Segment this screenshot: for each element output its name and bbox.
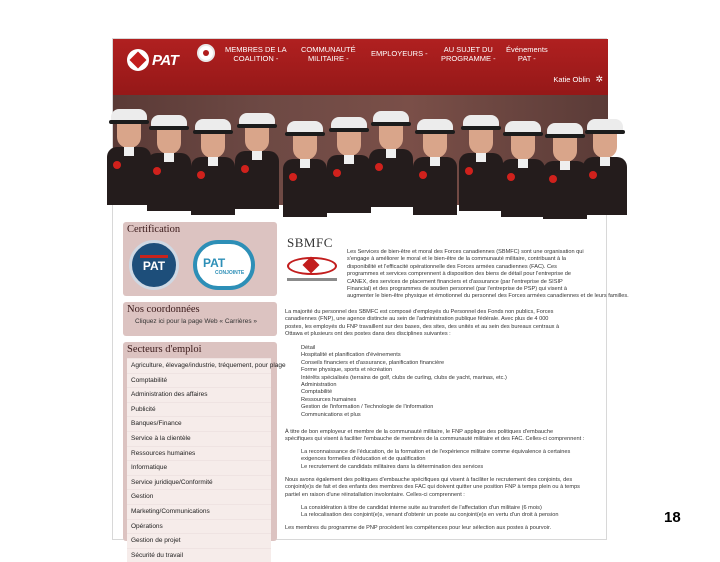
nav-evenements-line2: PAT - xyxy=(517,54,536,63)
poppy-icon xyxy=(289,173,297,181)
coordonnees-box xyxy=(123,302,277,336)
sector-item[interactable]: Agriculture, élevage/industrie, tréquement, pour plage xyxy=(127,358,271,373)
text-line: canadiennes (FNP), une agence distincte au sein de l'administration publique fédérale. Avec plus de 4 000 xyxy=(285,316,549,323)
poppy-icon xyxy=(465,167,473,175)
spouse-list xyxy=(301,505,601,520)
cadet-figure xyxy=(369,111,413,207)
nav-evenements-line1: Événements xyxy=(506,45,548,54)
nav-communaute-line2: MILITAIRE - xyxy=(307,54,349,63)
careers-link[interactable]: Cliquez ici pour la page Web « Carrières » xyxy=(135,318,257,325)
sector-item[interactable]: Opérations xyxy=(127,519,271,534)
maple-leaf-icon xyxy=(127,49,149,71)
text-line: programmes et services comprennent à disposition des biens de détail pour l'entreprise de xyxy=(347,271,572,278)
hiring-list xyxy=(301,449,601,471)
text-line: conjoint(e)s de fait et des enfants des membres des FAC qui doivent quitter une position FNP à temps plein ou à temps xyxy=(285,484,580,491)
nav-membres-line2: COALITION - xyxy=(233,54,279,63)
text-line: Hospitalité et planification d'événements xyxy=(301,352,401,359)
text-line: Ressources humaines xyxy=(301,396,357,403)
text-line: exigences formelles d'éducation et de qualification xyxy=(301,456,426,463)
badge1-text: PAT xyxy=(142,259,166,273)
text-line: Administration xyxy=(301,382,337,389)
user-name[interactable]: Katie Oblin xyxy=(553,75,590,84)
gear-icon[interactable]: ✲ xyxy=(595,74,603,84)
sector-item[interactable]: Sécurité du travail xyxy=(127,548,271,562)
discipline-list xyxy=(301,345,601,419)
text-line: postes, les employés du FNP travaillent sur des bases, des sites, des unités et au sein des bureaux centraux à xyxy=(285,323,560,330)
text-line: Financial) et des programmes de soutien personnel (par l'entreprise de PSP) qui visent à xyxy=(347,286,567,293)
cadet-figure xyxy=(191,119,235,215)
text-line: Ottawa et plusieurs ont des postes dans des disciplines suivantes : xyxy=(285,331,451,338)
nav-communaute-line1: COMMUNAUTÉ xyxy=(301,45,356,54)
nav-communaute[interactable] xyxy=(301,45,356,63)
poppy-icon xyxy=(549,175,557,183)
poppy-icon xyxy=(241,165,249,173)
site-header xyxy=(113,39,608,95)
sector-item[interactable]: Gestion xyxy=(127,489,271,504)
hiring-paragraph xyxy=(285,429,603,444)
badge2-sub: CONJOINTE xyxy=(215,270,245,276)
cadet-figure xyxy=(543,123,587,219)
nav-programme-line1: AU SUJET DU xyxy=(443,45,493,54)
page-title: SBMFC xyxy=(287,235,333,250)
cadet-figure xyxy=(459,115,503,211)
sector-item[interactable]: Ressources humaines xyxy=(127,446,271,461)
text-line: La considération à titre de candidat interne suite au transfert de l'affectation d'un militaire (6 mois) xyxy=(301,505,542,511)
cadet-figure xyxy=(413,119,457,215)
text-line: Communications et plus xyxy=(301,411,361,418)
text-line: La majorité du personnel des SBMFC est composé d'employés du Personnel des Fonds non publics, Forces xyxy=(285,309,554,315)
final-line xyxy=(285,525,603,532)
text-line: La relocalisation des conjoint(e)s, venant d'obtenir un poste au conjoint(e)s en vertu d'un droit à pension xyxy=(301,512,559,519)
nav-programme-line2: PROGRAMME - xyxy=(441,54,496,63)
spouse-paragraph xyxy=(285,477,603,499)
poppy-icon xyxy=(197,171,205,179)
main-content xyxy=(285,235,629,541)
cadet-figure xyxy=(283,121,327,217)
sidebar xyxy=(123,222,286,559)
cadet-figure xyxy=(327,117,371,213)
text-line: Forme physique, sports et récréation xyxy=(301,367,393,374)
hero-image xyxy=(113,95,608,205)
cadet-figure xyxy=(107,109,151,205)
sector-item[interactable]: Service à la clientèle xyxy=(127,431,271,446)
text-line: spécifiques qui visent à faciliter l'embauche de membres de la communauté militaire et des FAC. Celles-ci comprennent : xyxy=(285,436,585,443)
sector-item[interactable]: Comptabilité xyxy=(127,373,271,388)
cadet-figure xyxy=(501,121,545,217)
badge2-text: PAT xyxy=(203,256,226,270)
nav-programme[interactable] xyxy=(441,45,496,63)
text-line: Comptabilité xyxy=(301,389,333,396)
screenshot-page xyxy=(112,38,629,559)
text-line: Gestion de l'information / Technologie de l'information xyxy=(301,404,434,411)
poppy-icon xyxy=(419,171,427,179)
text-line: partiel en raison d'une réinstallation involontaire. Celles-ci comprennent : xyxy=(285,491,465,498)
nav-employeurs[interactable] xyxy=(371,49,428,58)
final-text: Les membres du programme de PNP procèdent les compétences pour leur sélection aux postes à pourvoir. xyxy=(285,525,552,531)
logo-text: PAT xyxy=(152,51,179,69)
coordonnees-title: Nos coordonnées xyxy=(127,304,200,315)
cadet-figure xyxy=(235,113,279,209)
fnp-paragraph xyxy=(285,309,603,339)
text-line: La reconnaissance de l'éducation, de la formation et de l'expérience militaire comme équivalence à certaines xyxy=(301,449,571,455)
nav-membres[interactable] xyxy=(225,45,287,63)
sector-item[interactable]: Publicité xyxy=(127,402,271,417)
secteurs-title: Secteurs d'emploi xyxy=(127,344,202,355)
pat-logo[interactable] xyxy=(127,45,185,75)
nav-membres-line1: MEMBRES DE LA xyxy=(225,45,287,54)
intro-paragraph xyxy=(347,249,629,301)
poppy-icon xyxy=(333,169,341,177)
text-line: s'engage à améliorer le moral et le bien-être de la communauté militaire, contribuant à la xyxy=(347,256,567,263)
secteurs-box xyxy=(123,342,286,559)
text-line: disponibilité et l'efficacité opérationnelle des Forces armées canadiennes (FAC). Ces xyxy=(347,263,557,270)
cadet-figure xyxy=(583,119,627,215)
pat-conjointe-badge[interactable] xyxy=(193,240,255,290)
text-line: Intérêts spécialisés (terrains de golf, clubs de curling, clubs de yacht, marinas, etc.) xyxy=(301,374,507,381)
nav-evenements[interactable] xyxy=(506,45,548,63)
poppy-icon xyxy=(507,173,515,181)
slide-page-number: 18 xyxy=(664,509,681,526)
text-line: À titre de bon employeur et membre de la communauté militaire, le FNP applique des politiques d'embauche xyxy=(285,429,554,435)
poppy-icon xyxy=(113,161,121,169)
text-line: Détail xyxy=(301,345,316,351)
poppy-icon xyxy=(153,167,161,175)
cadet-figure xyxy=(147,115,191,211)
sector-item[interactable]: Administration des affaires xyxy=(127,387,271,402)
seal-icon[interactable] xyxy=(197,44,215,62)
pat-certified-badge[interactable] xyxy=(129,240,179,290)
text-line: Nous avons également des politiques d'embauche spécifiques qui visent à faciliter le recrutement des conjoints, des xyxy=(285,477,573,483)
sector-item[interactable]: Banques/Finance xyxy=(127,416,271,431)
nav-employeurs-line1: EMPLOYEURS - xyxy=(371,49,428,58)
text-line: Les Services de bien-être et moral des Forces canadiennes (SBMFC) sont une organisation qui xyxy=(347,249,584,255)
sector-item[interactable]: Marketing/Communications xyxy=(127,504,271,519)
sbmfc-logo xyxy=(285,253,339,287)
certification-box xyxy=(123,222,277,296)
poppy-icon xyxy=(375,163,383,171)
text-line: Le recrutement de candidats militaires dans la détermination des services xyxy=(301,463,484,470)
sector-item[interactable]: Gestion de projet xyxy=(127,533,271,548)
sector-item[interactable]: Informatique xyxy=(127,460,271,475)
sector-item[interactable]: Service juridique/Conformité xyxy=(127,475,271,490)
certification-title: Certification xyxy=(127,224,181,235)
text-line: augmenter le bien-être physique et émotionnel du personnel des Forces armées canadiennes et de leurs familles. xyxy=(347,293,629,300)
text-line: CANEX, des services de placement financiers et d'assurance (par l'entreprise de SISIP xyxy=(347,278,563,285)
poppy-icon xyxy=(589,171,597,179)
text-line: Conseils financiers et d'assurance, planification financière xyxy=(301,359,445,366)
secteurs-list xyxy=(127,358,286,562)
